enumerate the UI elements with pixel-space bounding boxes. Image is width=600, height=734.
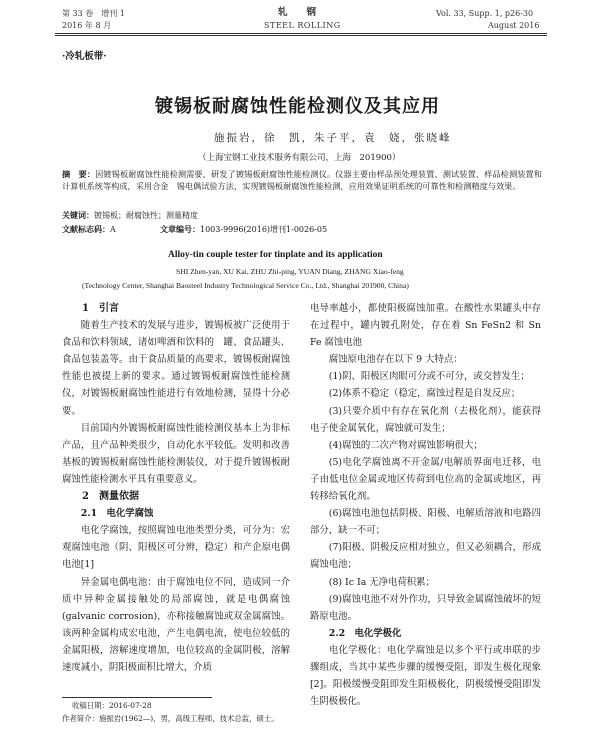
paper-title: 镀锡板耐腐蚀性能检测仪及其应用 [155,96,440,117]
section-label: ·冷轧板带· [62,51,107,62]
docno-label: 文章编号： [160,224,200,234]
footnote-rule [62,697,212,698]
feature-item: (4)腐蚀的二次产物对腐蚀影响很大； [328,439,483,451]
heading-electrochemical-polarization: 2.2 电化学极化 [328,627,402,639]
feature-item: (8) Ic Ia 无净电荷积累； [328,576,435,588]
feature-item: (1)阴、阳极区肉眼可分或不可分，或交替发生； [328,371,530,383]
feature-item: (6)腐蚀电池包括阴极、阳极、电解质溶液和电路四部分，缺一不可； [310,508,541,537]
journal-date: 2016 年 8 月 [62,21,112,30]
feature-item: (7)阳极、阴极反应相对独立，但又必须耦合，形成腐蚀电池； [310,542,541,571]
right-column [310,300,541,710]
author-bio: 作者简介：施振岩(1962—)，男，高级工程师，技术总监，硕士。 [62,714,279,723]
journal-date-en: August 2016 [488,21,540,30]
affiliation: （上海宝钢工业技术服务有限公司，上海 201900） [198,153,401,163]
document-code [62,224,116,235]
feature-item: (5)电化学腐蚀离不开金属/电解质界面电迁移，电子由低电位金属或地区传荷到电位高的金属或地区，再转移给氧化剂。 [310,456,541,503]
right-paragraph-1: 电导率越小，都使阳极腐蚀加重。在酸性水果罐头中存在过程中，罐内镀孔附处，存在着 Sn FeSn2 和 Sn Fe 腐蚀电池 [310,303,541,349]
keywords [62,210,198,221]
keywords-label: 关键词： [62,210,94,220]
corrosion-paragraph-1: 电化学腐蚀，按照腐蚀电池类型分类，可分为：宏观腐蚀电池（阴、阳极区可分辨，稳定）和产企原电偶电池[1] [62,525,290,571]
header-rule [55,33,547,34]
journal-volume: 第 33 卷 增刊 1 [62,9,125,18]
abstract [62,168,542,193]
feature-item: (3)只要介质中有存在氧化剂（去极化剂），能获得电子使金属氧化，腐蚀就可发生； [310,405,541,434]
english-affiliation: (Technology Center, Shanghai Baosteel Industry Technological Service Co., Ltd., Shanghai 201900, China) [82,281,409,290]
polarization-paragraph: 电化学极化：电化学腐蚀是以多个平行或串联的步骤组成，当其中某些步骤的缓慢受阻，即发生极化现象[2]。阳极缓慢受阻即发生阳极极化，阴极缓慢受阻即发生阴极极化。 [310,644,541,708]
heading-measurement-basis: 2 测量依据 [82,491,139,503]
feature-item: (2)体系不稳定（稳定，腐蚀过程是自发反应； [328,388,521,400]
authors: 施振岩，徐 凯，朱子平，袁 娆，张晓峰 [214,132,452,144]
journal-name-en: STEEL ROLLING [264,21,341,30]
journal-name-cn: 轧 钢 [278,7,317,18]
header-rule-2 [55,35,547,36]
feature-item: (9)腐蚀电池不对外作功，只导致金属腐蚀破坏的短路原电池。 [310,593,541,622]
docno-value: 1003-9996(2016)增刊1-0026-05 [200,225,328,234]
received-date: 收稿日期：2016-07-28 [72,701,152,710]
corrosion-paragraph-2: 异金属电偶电池：由于腐蚀电位不同，造成同一介质中异种金属接触处的局部腐蚀，就是电偶腐蚀(galvanic corrosion)，亦称接触腐蚀或双金属腐蚀。该两种金属构成宏电池，产生电偶电流，使电位较低的金属阳极，溶解速度增加，电位较高的金属阴极，溶解速度减小，阴阳极面积比增大，介质 [62,576,290,673]
english-authors: SHI Zhen-yan, XU Kai, ZHU Zhi-ping, YUAN Diang, ZHANG Xiao-feng [176,267,404,276]
right-paragraph-2: 腐蚀原电池存在以下 9 大特点： [328,354,463,366]
journal-volume-en: Vol. 33, Supp. 1, p26-30 [436,9,534,18]
keywords-value: 镀锡板；耐腐蚀性；测量精度 [94,211,198,220]
intro-paragraph-1: 随着生产技术的发展与进步，镀锡板被广泛使用于食品和饮料领域，诸如啤酒和饮料的 罐、食品罐头、食品包装盖等。由于食品质量的高要求，镀锡板耐腐蚀性能也被提上新的要求。通过镀锡板耐腐蚀性能检测仪，对镀锡板耐腐蚀性能进行有效地检测，显得十分必要。 [62,320,290,417]
clc-label: 文献标志码： [62,224,110,234]
abstract-body: 因镀锡板耐腐蚀性能检测需要，研发了镀锡板耐腐蚀性能检测仪。仪器主要由样品预处理装置、测试装置、样品检测装置和计算机系统等构成，采用合金 锡电偶试验方法，实现镀锡板耐腐蚀性能检测，应用效果证明系统的可靠性和检测精度与效果。 [62,169,542,192]
left-column [62,300,290,676]
clc-value: A [110,225,116,234]
abstract-label: 摘 要： [62,169,96,179]
english-title: Alloy-tin couple tester for tinplate and its application [168,250,383,260]
heading-electrochemical-corrosion: 2.1 电化学腐蚀 [80,508,154,520]
heading-introduction: 1 引言 [82,303,119,314]
intro-paragraph-2: 目前国内外镀锡板耐腐蚀性能检测仪基本上为非标产品，且产品种类很少，自动化水平较低。发明和改善基板的镀锡板耐腐蚀性能检测装仪，对于提升镀锡板耐腐蚀性能检测水平具有重要意义。 [62,422,290,485]
article-number [160,224,327,235]
